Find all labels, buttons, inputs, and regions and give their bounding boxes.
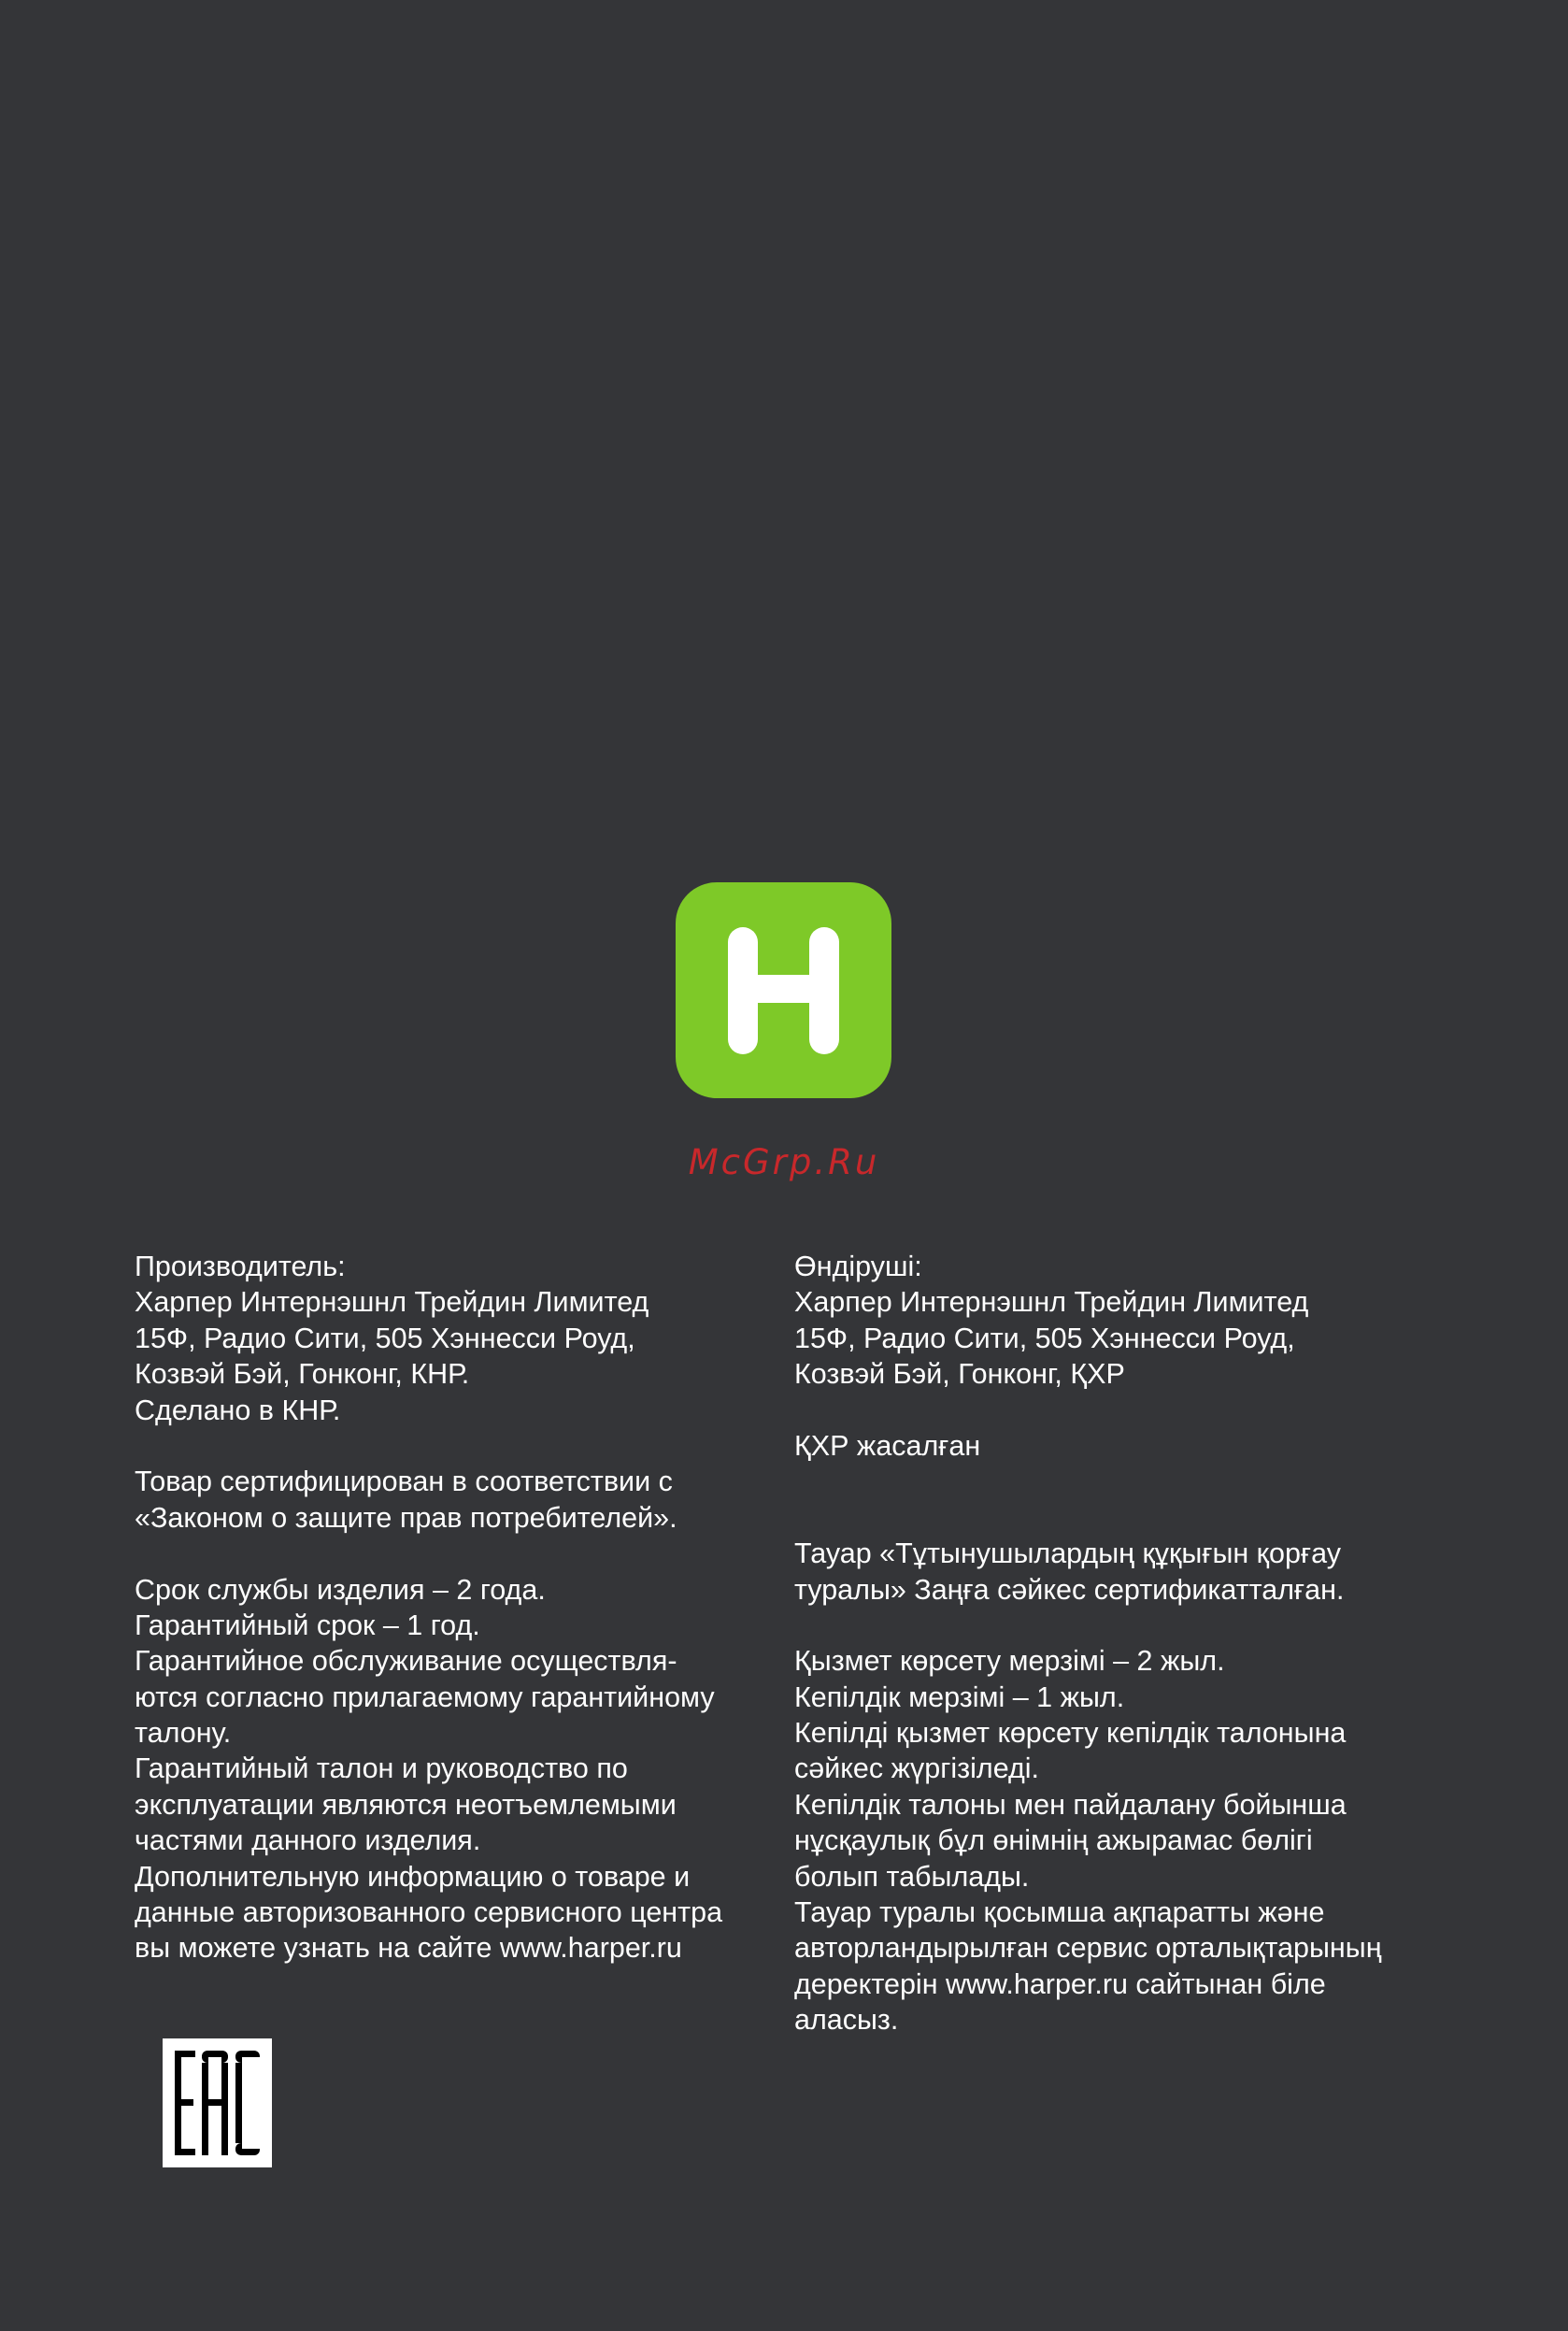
service-line: аласыз.	[794, 2004, 899, 2037]
spacer	[794, 1393, 1382, 1428]
service-line: талону.	[135, 1717, 232, 1750]
spacer	[135, 1428, 722, 1464]
spacer	[135, 1536, 722, 1571]
spacer	[794, 1464, 1382, 1536]
service-line: сәйкес жүргізіледі.	[794, 1752, 1040, 1785]
manufacturer-line: Сделано в КНР.	[135, 1394, 341, 1426]
service-line: Кепілді қызмет көрсету кепілдік талонына	[794, 1717, 1347, 1750]
service-line: Гарантийное обслуживание осуществля-	[135, 1645, 677, 1678]
certification-line: «Законом о защите прав потребителей».	[135, 1501, 677, 1534]
service-line: данные авторизованного сервисного центра	[135, 1896, 723, 1929]
service-line: Кепілдік талоны мен пайдалану бойынша	[794, 1788, 1347, 1821]
manufacturer-label: Өндіруші:	[794, 1251, 922, 1282]
certification-line: Товар сертифицирован в соответствии с	[135, 1466, 673, 1498]
service-line: Гарантийный талон и руководство по	[135, 1752, 628, 1785]
service-line: вы можете узнать на сайте www.harper.ru	[135, 1932, 682, 1965]
manufacturer-line: Харпер Интернэшнл Трейдин Лимитед	[135, 1286, 649, 1319]
manufacturer-label: Производитель:	[135, 1251, 346, 1282]
left-column-russian	[135, 1249, 722, 1966]
certification-line: туралы» Заңға сәйкес сертификатталған.	[794, 1573, 1345, 1606]
right-column-kazakh	[794, 1249, 1382, 2038]
manufacturer-line: 15Ф, Радио Сити, 505 Хэннесси Роуд,	[135, 1322, 635, 1354]
eac-mark	[163, 2038, 272, 2167]
eac-certification-icon	[163, 2038, 272, 2167]
manufacturer-line: Козвэй Бэй, Гонконг, ҚХР	[794, 1358, 1125, 1391]
made-in-line: ҚХР жасалған	[794, 1429, 981, 1462]
manufacturer-line: Харпер Интернэшнл Трейдин Лимитед	[794, 1286, 1309, 1319]
manufacturer-line: 15Ф, Радио Сити, 505 Хэннесси Роуд,	[794, 1322, 1295, 1354]
service-line: Дополнительную информацию о товаре и	[135, 1860, 691, 1893]
service-line: деректерін www.harper.ru сайтынан біле	[794, 1967, 1326, 2000]
spacer	[794, 1608, 1382, 1643]
service-line: ются согласно прилагаемому гарантийному	[135, 1680, 715, 1713]
service-line: болып табылады.	[794, 1860, 1030, 1893]
manufacturer-line: Козвэй Бэй, Гонконг, КНР.	[135, 1358, 470, 1391]
service-line: частями данного изделия.	[135, 1824, 481, 1857]
service-line: нұсқаулық бұл өнімнің ажырамас бөлігі	[794, 1824, 1313, 1857]
service-line: Гарантийный срок – 1 год.	[135, 1609, 480, 1641]
service-line: Кепілдік мерзімі – 1 жыл.	[794, 1680, 1125, 1713]
service-line: Қызмет көрсету мерзімі – 2 жыл.	[794, 1645, 1225, 1678]
harper-logo	[676, 882, 891, 1098]
service-line: авторландырылған сервис орталықтарының	[794, 1932, 1382, 1965]
service-line: эксплуатации являются неотъемлемыми	[135, 1788, 677, 1821]
harper-h-icon	[676, 882, 891, 1098]
certification-line: Тауар «Тұтынушылардың құқығын қорғау	[794, 1537, 1341, 1570]
service-line: Тауар туралы қосымша ақпаратты және	[794, 1896, 1325, 1929]
watermark-text: McGrp.Ru	[688, 1142, 880, 1182]
service-line: Срок службы изделия – 2 года.	[135, 1573, 546, 1606]
